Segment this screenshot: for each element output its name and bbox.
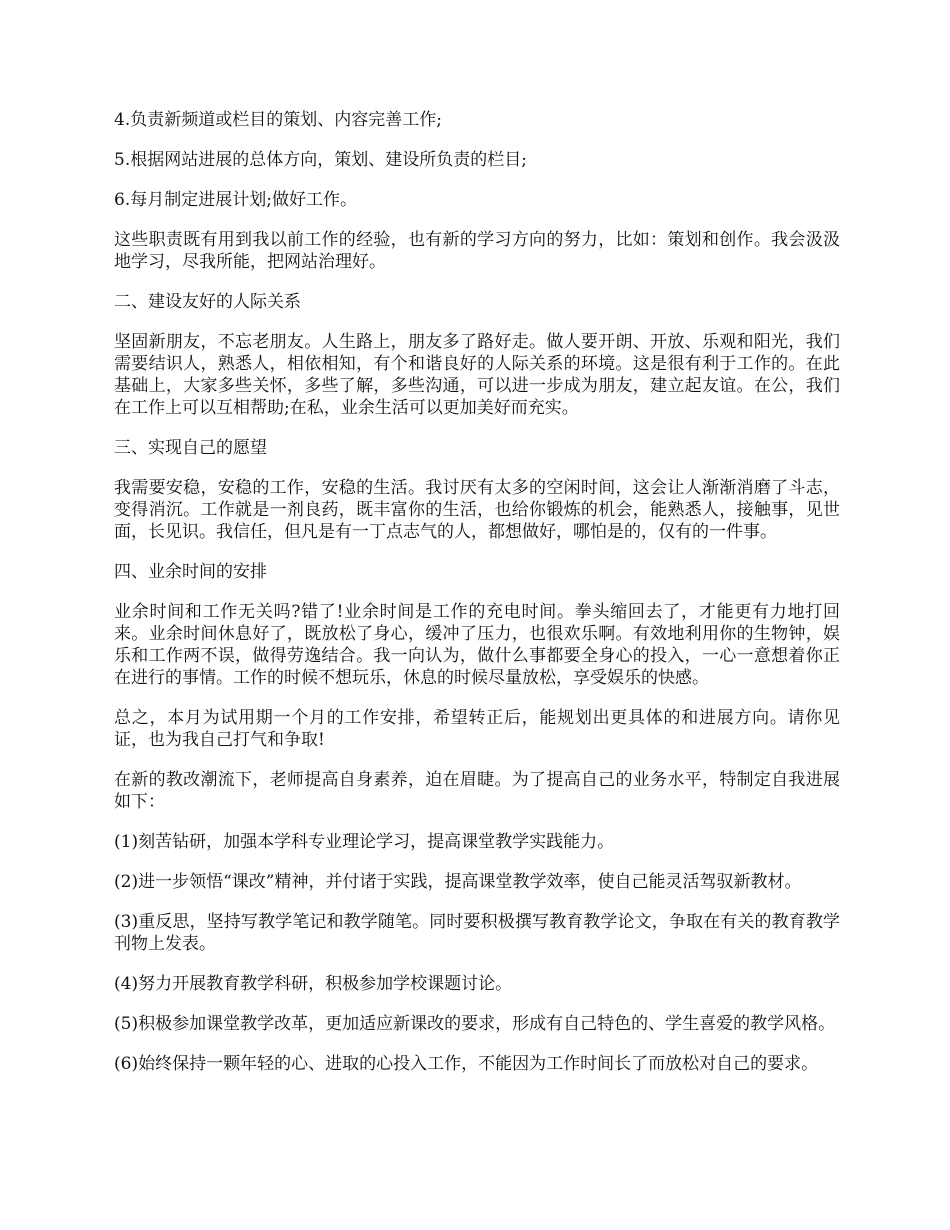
paragraph-item-5: 5.根据网站进展的总体方向，策划、建设所负责的栏目; <box>114 150 527 170</box>
paragraph-teacher-intro: 在新的教改潮流下，老师提高自身素养，迫在眉睫。为了提高自己的业务水平，特制定自我进展如下： <box>114 770 840 812</box>
paragraph-relationships: 坚固新朋友，不忘老朋友。人生路上，朋友多了路好走。做人要开朗、开放、乐观和阳光，我们需要结识人，熟悉人，相依相知，有个和谐良好的人际关系的环境。这是很有利于工作的。在此基础上，大家多些关怀，多些了解，多些沟通，可以进一步成为朋友，建立起友谊。在公，我们在工作上可以互相帮助;在私，业余生活可以更加美好而充实。 <box>114 332 840 418</box>
list-item-5: (5)积极参加课堂教学改革，更加适应新课改的要求，形成有自己特色的、学生喜爱的教学风格。 <box>114 1014 836 1034</box>
list-item-1: (1)刻苦钻研，加强本学科专业理论学习，提高课堂教学实践能力。 <box>114 832 615 852</box>
section-heading-4: 四、业余时间的安排 <box>114 562 267 582</box>
paragraph-item-6: 6.每月制定进展计划;做好工作。 <box>114 190 357 210</box>
list-item-6: (6)始终保持一颗年轻的心、进取的心投入工作，不能因为工作时间长了而放松对自己的要求。 <box>114 1054 819 1074</box>
paragraph-wishes: 我需要安稳，安稳的工作，安稳的生活。我讨厌有太多的空闲时间，这会让人渐渐消磨了斗志，变得消沉。工作就是一剂良药，既丰富你的生活，也给你锻炼的机会，能熟悉人，接触事，见世面，长见识。我信任，但凡是有一丁点志气的人，都想做好，哪怕是的，仅有的一件事。 <box>114 478 840 542</box>
paragraph-spare-time: 业余时间和工作无关吗?错了!业余时间是工作的充电时间。拳头缩回去了，才能更有力地打回来。业余时间休息好了，既放松了身心，缓冲了压力，也很欢乐啊。有效地利用你的生物钟，娱乐和工作两不误，做得劳逸结合。我一向认为，做什么事都要全身心的投入，一心一意想着你正在进行的事情。工作的时候不想玩乐，休息的时候尽量放松，享受娱乐的快感。 <box>114 602 840 688</box>
section-heading-2: 二、建设友好的人际关系 <box>114 292 301 312</box>
list-item-3: (3)重反思，坚持写教学笔记和教学随笔。同时要积极撰写教育教学论文，争取在有关的教育教学刊物上发表。 <box>114 912 840 954</box>
list-item-4: (4)努力开展教育教学科研，积极参加学校课题讨论。 <box>114 974 513 994</box>
paragraph-conclusion: 总之，本月为试用期一个月的工作安排，希望转正后，能规划出更具体的和进展方向。请你见证，也为我自己打气和争取! <box>114 708 840 750</box>
paragraph-duties-summary: 这些职责既有用到我以前工作的经验，也有新的学习方向的努力，比如：策划和创作。我会汲汲地学习，尽我所能，把网站治理好。 <box>114 230 840 272</box>
list-item-2: (2)进一步领悟“课改”精神，并付诸于实践，提高课堂教学效率，使自己能灵活驾驭新教材。 <box>114 872 802 892</box>
section-heading-3: 三、实现自己的愿望 <box>114 438 267 458</box>
document-body <box>114 109 840 1093</box>
paragraph-item-4: 4.负责新频道或栏目的策划、内容完善工作; <box>114 110 442 130</box>
